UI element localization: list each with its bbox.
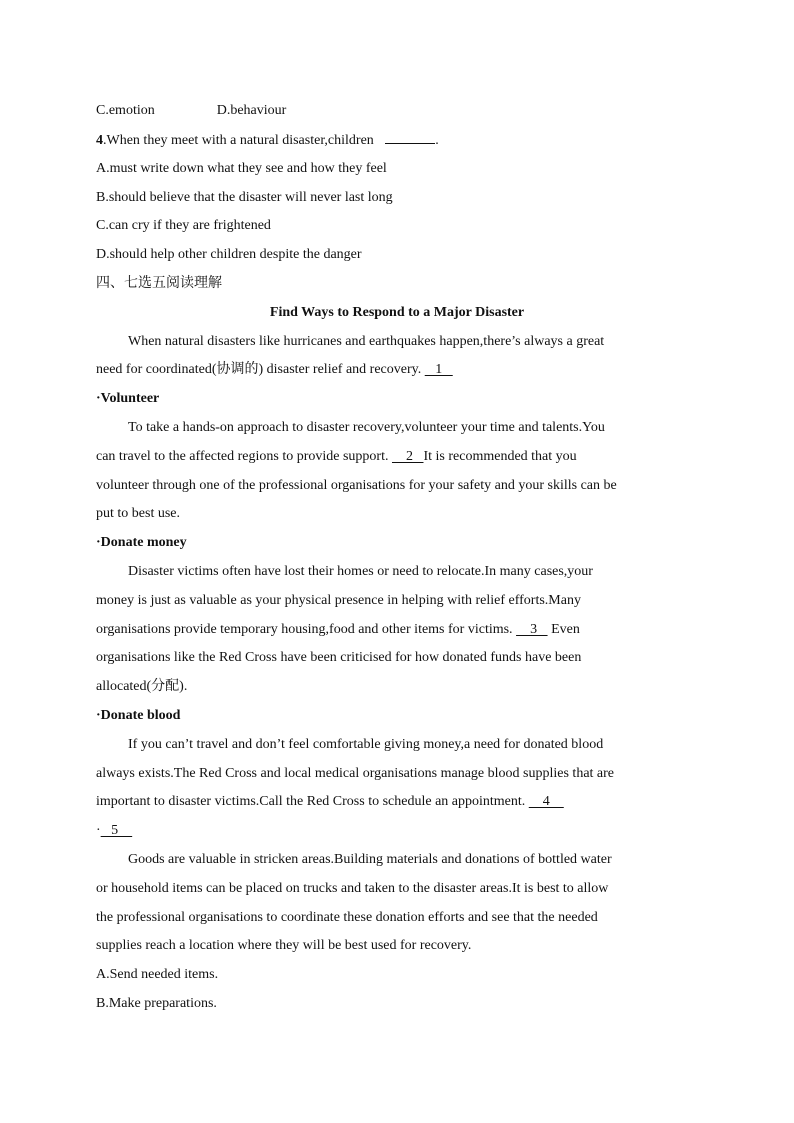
money-line-1: Disaster victims often have lost their homes or need to relocate.In many cases,your bbox=[128, 564, 593, 579]
q3-options-line bbox=[96, 102, 286, 120]
goods-line-3: the professional organisations to coordinate these donation efforts and see that the needed bbox=[96, 910, 598, 925]
blood-line-3 bbox=[96, 793, 564, 811]
q4-stem-end: . bbox=[435, 133, 439, 148]
goods-line-2: or household items can be placed on trucks and taken to the disaster areas.It is best to allow bbox=[96, 881, 609, 896]
q4-stem bbox=[96, 131, 439, 150]
heading-volunteer: ·Volunteer bbox=[96, 391, 160, 406]
goods-line-4: supplies reach a location where they will be best used for recovery. bbox=[96, 938, 472, 953]
q4-option-b: B.should believe that the disaster will never last long bbox=[96, 190, 393, 205]
q4-option-d: D.should help other children despite the danger bbox=[96, 247, 362, 262]
money-line-5: allocated(分配). bbox=[96, 679, 188, 694]
q3-option-c: C.emotion bbox=[96, 103, 155, 118]
volunteer-line-3: volunteer through one of the professional organisations for your safety and your skills can be bbox=[96, 478, 617, 493]
blank-2: 2 bbox=[391, 449, 424, 464]
heading-blank-5 bbox=[96, 822, 132, 840]
money-line-3-text: organisations provide temporary housing,food and other items for victims. bbox=[96, 622, 513, 637]
money-line-2: money is just as valuable as your physical presence in helping with relief efforts.Many bbox=[96, 593, 581, 608]
money-line-3 bbox=[96, 621, 580, 639]
heading-blank-5-dot: · bbox=[96, 823, 101, 838]
p1-line-2 bbox=[96, 361, 453, 379]
heading-donate-money: ·Donate money bbox=[96, 535, 187, 550]
option-b: B.Make preparations. bbox=[96, 996, 217, 1011]
volunteer-line-1: To take a hands-on approach to disaster recovery,volunteer your time and talents.You bbox=[128, 420, 605, 435]
blood-line-3-text: important to disaster victims.Call the Red Cross to schedule an appointment. bbox=[96, 794, 526, 809]
volunteer-line-4: put to best use. bbox=[96, 506, 180, 521]
passage-title: Find Ways to Respond to a Major Disaster bbox=[269, 305, 525, 320]
blood-line-2: always exists.The Red Cross and local medical organisations manage blood supplies that are bbox=[96, 766, 615, 781]
volunteer-line-2 bbox=[96, 448, 577, 466]
blank-3: 3 bbox=[516, 622, 548, 637]
q4-option-c: C.can cry if they are frightened bbox=[96, 218, 271, 233]
volunteer-line-2-text: can travel to the affected regions to provide support. bbox=[96, 449, 389, 464]
heading-donate-blood: ·Donate blood bbox=[96, 708, 181, 723]
money-line-3-text-b: Even bbox=[551, 622, 580, 637]
blank-5: 5 bbox=[100, 823, 133, 838]
q4-stem-text: .When they meet with a natural disaster,children bbox=[103, 133, 374, 148]
q4-option-a: A.must write down what they see and how they feel bbox=[96, 161, 387, 176]
q4-number: 4 bbox=[96, 133, 103, 148]
volunteer-line-2-text-b: It is recommended that you bbox=[423, 449, 577, 464]
blood-line-1: If you can’t travel and don’t feel comfortable giving money,a need for donated blood bbox=[128, 737, 604, 752]
option-a: A.Send needed items. bbox=[96, 967, 219, 982]
section-heading: 四、七选五阅读理解 bbox=[96, 276, 222, 291]
blank-4: 4 bbox=[528, 794, 564, 809]
p1-line-2-text: need for coordinated(协调的) disaster relief and recovery. bbox=[96, 362, 422, 377]
blank-1: 1 bbox=[424, 362, 453, 377]
q3-option-d: D.behaviour bbox=[216, 103, 287, 118]
p1-line-1: When natural disasters like hurricanes and earthquakes happen,there’s always a great bbox=[128, 334, 605, 349]
money-line-4: organisations like the Red Cross have been criticised for how donated funds have been bbox=[96, 650, 582, 665]
goods-line-1: Goods are valuable in stricken areas.Building materials and donations of bottled water bbox=[128, 852, 612, 867]
q4-answer-blank bbox=[385, 131, 435, 144]
